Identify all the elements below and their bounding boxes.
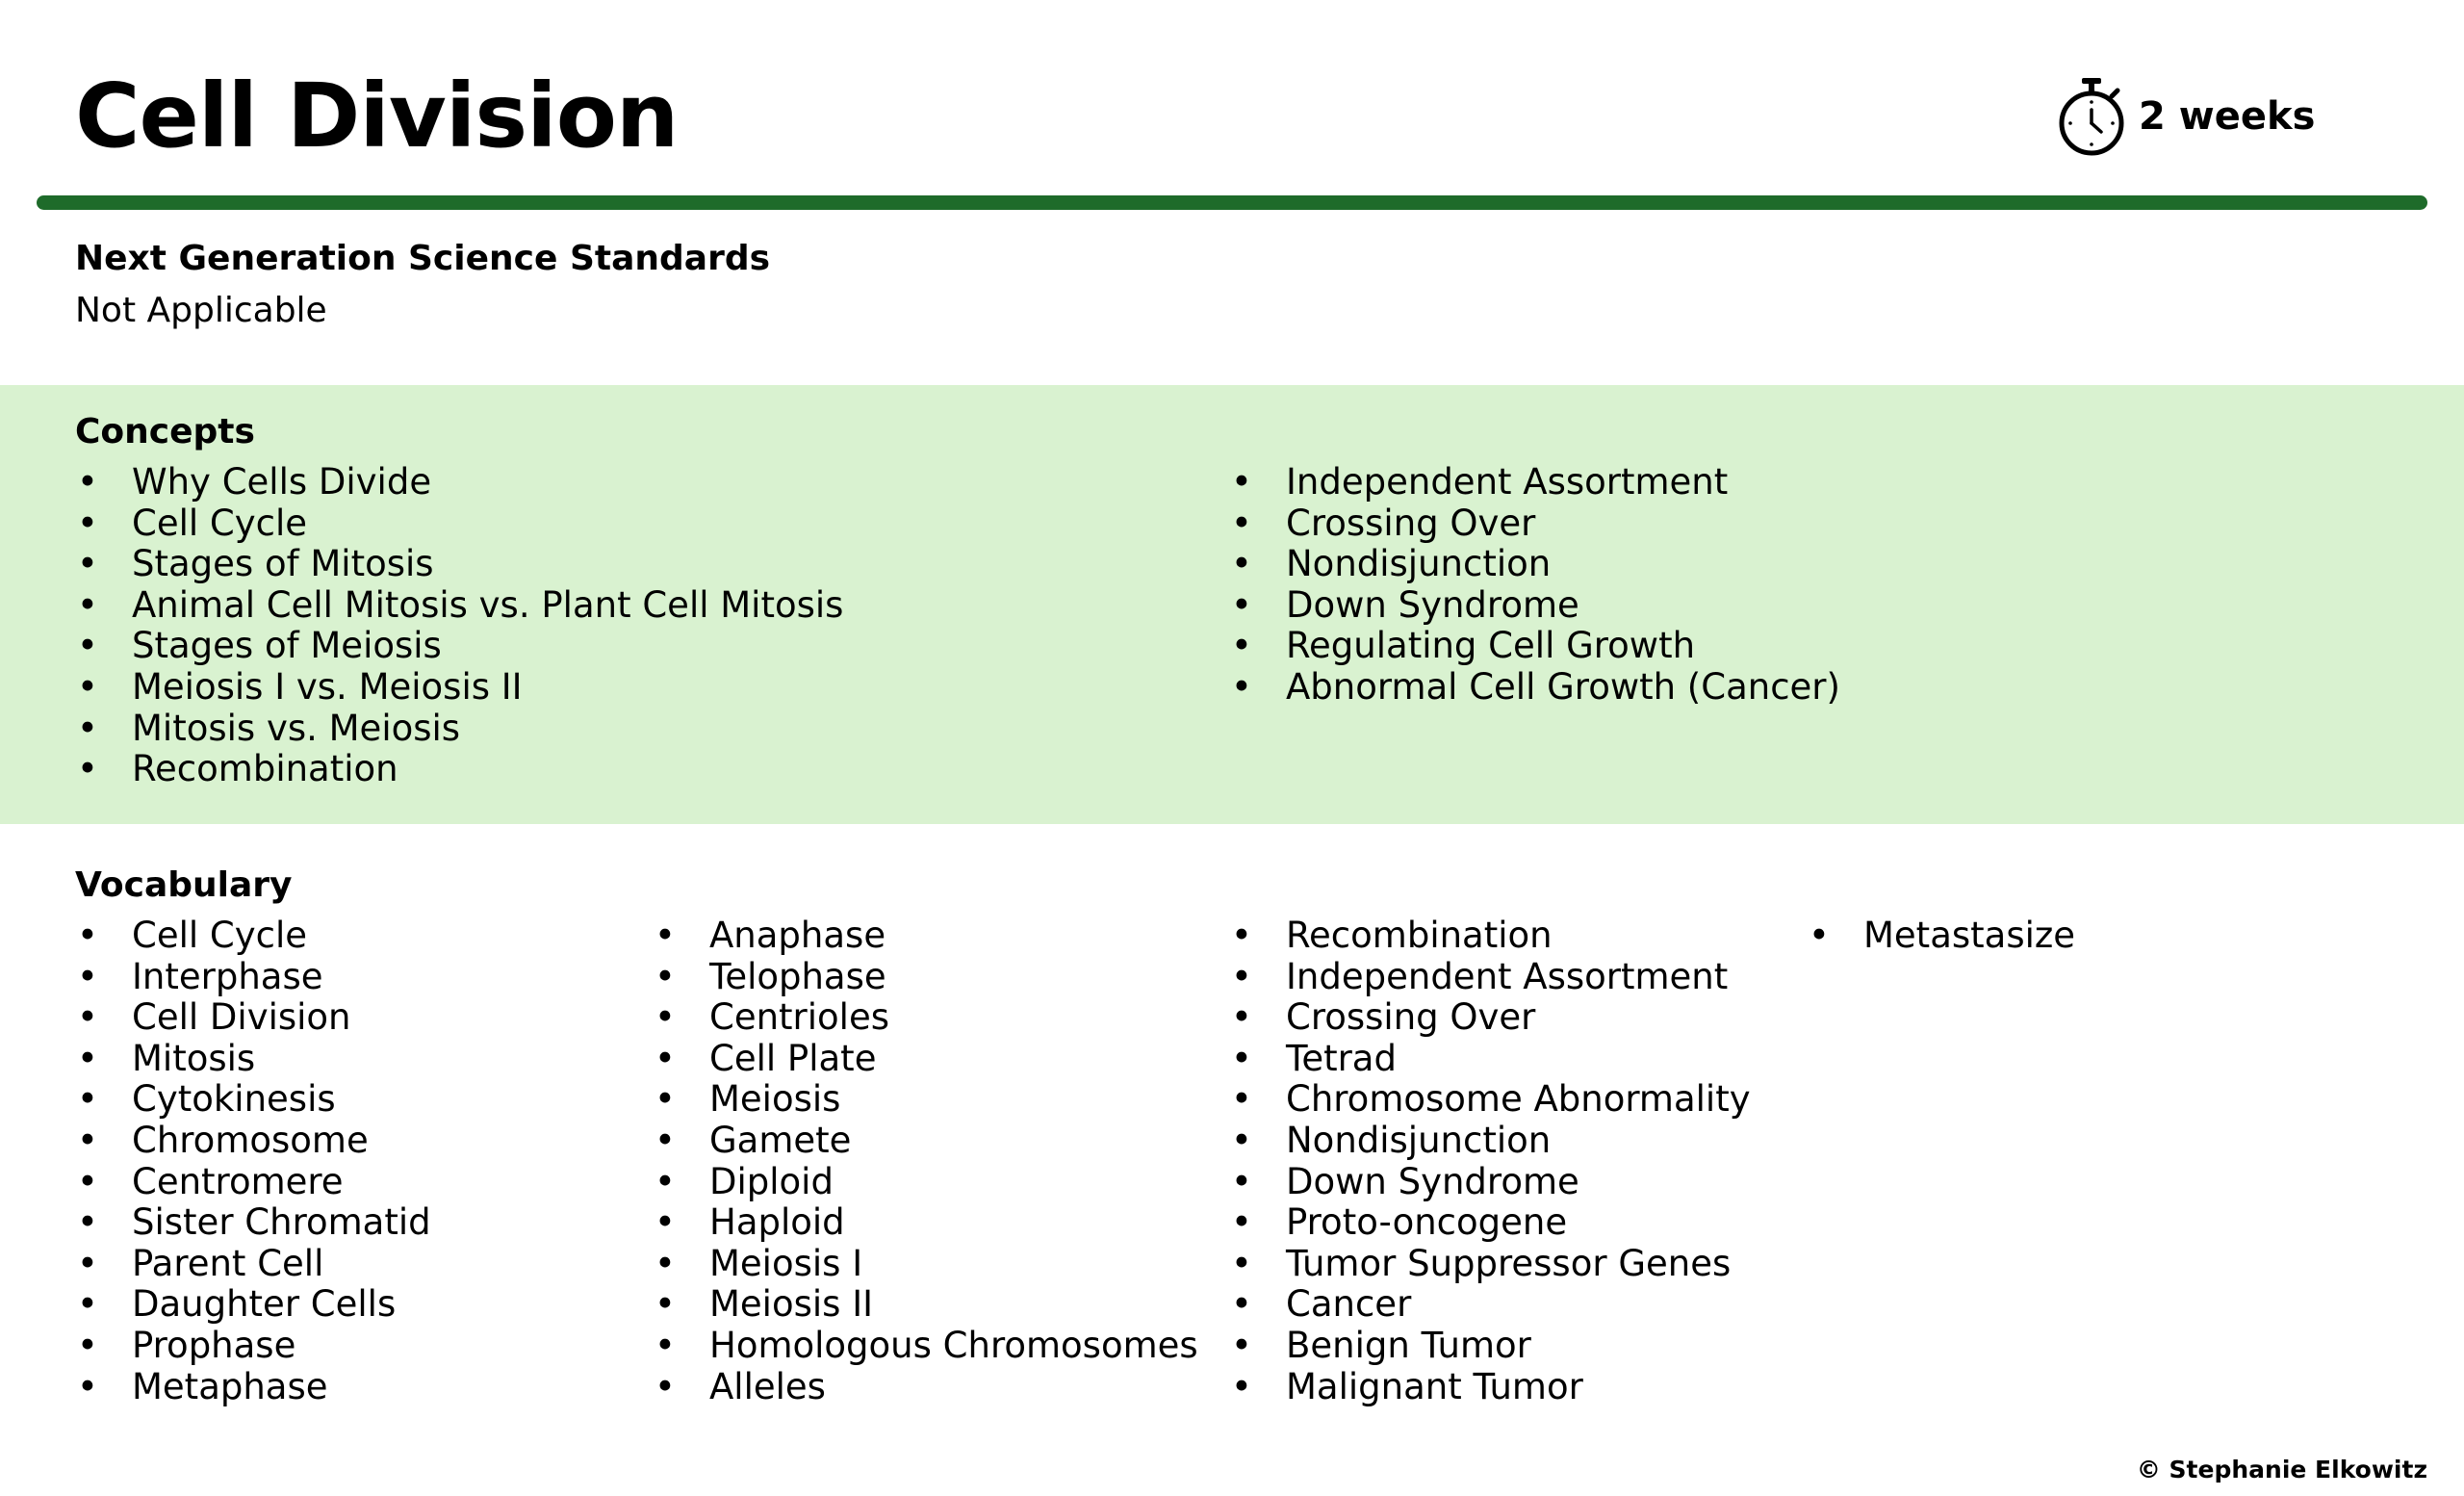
concepts-heading: Concepts bbox=[75, 412, 255, 451]
standards-heading: Next Generation Science Standards bbox=[75, 239, 771, 278]
list-item: • Abnormal Cell Growth (Cancer) bbox=[1231, 667, 1840, 709]
page-title: Cell Division bbox=[75, 64, 679, 168]
header-divider bbox=[37, 195, 2427, 210]
list-item: • Benign Tumor bbox=[1231, 1326, 1751, 1367]
list-item: • Meiosis bbox=[654, 1079, 1198, 1121]
concepts-list-col1 bbox=[77, 462, 843, 790]
list-item: • Gamete bbox=[654, 1121, 1198, 1162]
concepts-list-col2 bbox=[1231, 462, 1840, 709]
list-item: • Interphase bbox=[77, 957, 431, 998]
list-item: • Cell Cycle bbox=[77, 503, 843, 545]
list-item: • Meiosis I vs. Meiosis II bbox=[77, 667, 843, 709]
list-item: • Tumor Suppressor Genes bbox=[1231, 1244, 1751, 1285]
list-item: • Cancer bbox=[1231, 1284, 1751, 1326]
list-item: • Regulating Cell Growth bbox=[1231, 626, 1840, 667]
list-item: • Tetrad bbox=[1231, 1039, 1751, 1080]
list-item: • Sister Chromatid bbox=[77, 1202, 431, 1244]
vocabulary-list-col3 bbox=[1231, 916, 1751, 1407]
list-item: • Metastasize bbox=[1809, 916, 2075, 957]
standards-value: Not Applicable bbox=[75, 291, 327, 330]
stopwatch-icon bbox=[2056, 75, 2127, 158]
copyright-footer: © Stephanie Elkowitz bbox=[2136, 1456, 2427, 1483]
list-item: • Anaphase bbox=[654, 916, 1198, 957]
list-item: • Down Syndrome bbox=[1231, 585, 1840, 627]
list-item: • Centromere bbox=[77, 1162, 431, 1203]
list-item: • Prophase bbox=[77, 1326, 431, 1367]
list-item: • Parent Cell bbox=[77, 1244, 431, 1285]
list-item: • Cell Plate bbox=[654, 1039, 1198, 1080]
list-item: • Proto-oncogene bbox=[1231, 1202, 1751, 1244]
list-item: • Cell Cycle bbox=[77, 916, 431, 957]
list-item: • Telophase bbox=[654, 957, 1198, 998]
list-item: • Stages of Meiosis bbox=[77, 626, 843, 667]
list-item: • Cell Division bbox=[77, 997, 431, 1039]
list-item: • Animal Cell Mitosis vs. Plant Cell Mitosis bbox=[77, 585, 843, 627]
list-item: • Mitosis bbox=[77, 1039, 431, 1080]
list-item: • Crossing Over bbox=[1231, 997, 1751, 1039]
vocabulary-list-col4 bbox=[1809, 916, 2075, 957]
list-item: • Independent Assortment bbox=[1231, 957, 1751, 998]
list-item: • Haploid bbox=[654, 1202, 1198, 1244]
list-item: • Meiosis I bbox=[654, 1244, 1198, 1285]
list-item: • Metaphase bbox=[77, 1367, 431, 1408]
duration-label: 2 weeks bbox=[2139, 94, 2316, 139]
list-item: • Alleles bbox=[654, 1367, 1198, 1408]
list-item: • Recombination bbox=[1231, 916, 1751, 957]
list-item: • Chromosome Abnormality bbox=[1231, 1079, 1751, 1121]
list-item: • Cytokinesis bbox=[77, 1079, 431, 1121]
vocabulary-list-col2 bbox=[654, 916, 1198, 1407]
list-item: • Crossing Over bbox=[1231, 503, 1840, 545]
list-item: • Malignant Tumor bbox=[1231, 1367, 1751, 1408]
list-item: • Mitosis vs. Meiosis bbox=[77, 709, 843, 750]
list-item: • Meiosis II bbox=[654, 1284, 1198, 1326]
list-item: • Recombination bbox=[77, 749, 843, 790]
list-item: • Centrioles bbox=[654, 997, 1198, 1039]
vocabulary-heading: Vocabulary bbox=[75, 865, 293, 905]
list-item: • Down Syndrome bbox=[1231, 1162, 1751, 1203]
list-item: • Nondisjunction bbox=[1231, 544, 1840, 585]
list-item: • Homologous Chromosomes bbox=[654, 1326, 1198, 1367]
vocabulary-list-col1 bbox=[77, 916, 431, 1407]
duration bbox=[2056, 75, 2315, 158]
list-item: • Independent Assortment bbox=[1231, 462, 1840, 503]
list-item: • Chromosome bbox=[77, 1121, 431, 1162]
list-item: • Daughter Cells bbox=[77, 1284, 431, 1326]
list-item: • Why Cells Divide bbox=[77, 462, 843, 503]
list-item: • Diploid bbox=[654, 1162, 1198, 1203]
list-item: • Nondisjunction bbox=[1231, 1121, 1751, 1162]
list-item: • Stages of Mitosis bbox=[77, 544, 843, 585]
